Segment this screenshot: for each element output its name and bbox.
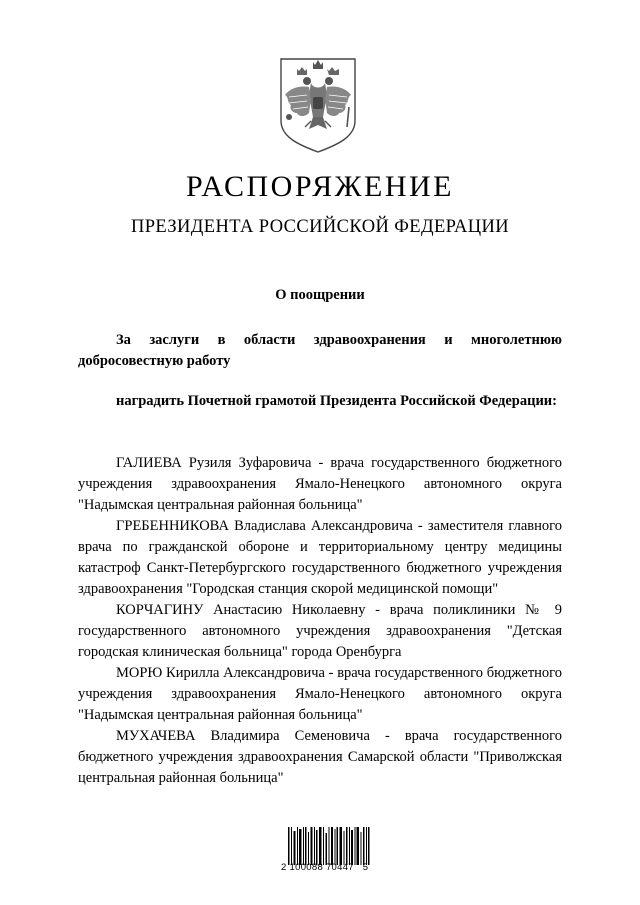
document-title: РАСПОРЯЖЕНИЕ [185, 170, 455, 203]
coat-of-arms-icon [277, 55, 359, 153]
decree-text: наградить Почетной грамотой Президента Российской Федерации: [116, 393, 557, 409]
document-subtitle: ПРЕЗИДЕНТА РОССИЙСКОЙ ФЕДЕРАЦИИ [130, 217, 510, 237]
awardee-list [78, 453, 562, 789]
list-item: МОРЮ Кирилла Александровича - врача государственного бюджетного учреждения здравоохранения Ямало-Ненецкого автономного округа "Надымская центральная районная больница" [78, 665, 562, 723]
decree-paragraph [78, 391, 562, 412]
document-subject: О поощрении [275, 287, 365, 303]
preamble-paragraph [78, 330, 562, 372]
list-item: ГРЕБЕННИКОВА Владислава Александровича - заместителя главного врача по гражданской обороне и территориальному центру медицины катастроф Санкт-Петербургского государственного бюджетного учреждения здравоохранения "Городская станция скорой медицинской помощи" [78, 518, 562, 597]
list-item: ГАЛИЕВА Рузиля Зуфаровича - врача государственного бюджетного учреждения здравоохранения Ямало-Ненецкого автономного округа "Надымская центральная районная больница" [78, 455, 562, 513]
list-item: КОРЧАГИНУ Анастасию Николаевну - врача поликлиники № 9 государственного автономного учреждения здравоохранения "Детская городская клиническая больница" города Оренбурга [78, 602, 562, 660]
barcode-number: 2 100088 70447 5 [281, 862, 369, 873]
list-item: МУХАЧЕВА Владимира Семеновича - врача государственного бюджетного учреждения здравоохранения Самарской области "Приволжская центральная районная больница" [78, 728, 562, 786]
preamble-text: За заслуги в области здравоохранения и многолетнюю добросовестную работу [78, 332, 562, 369]
